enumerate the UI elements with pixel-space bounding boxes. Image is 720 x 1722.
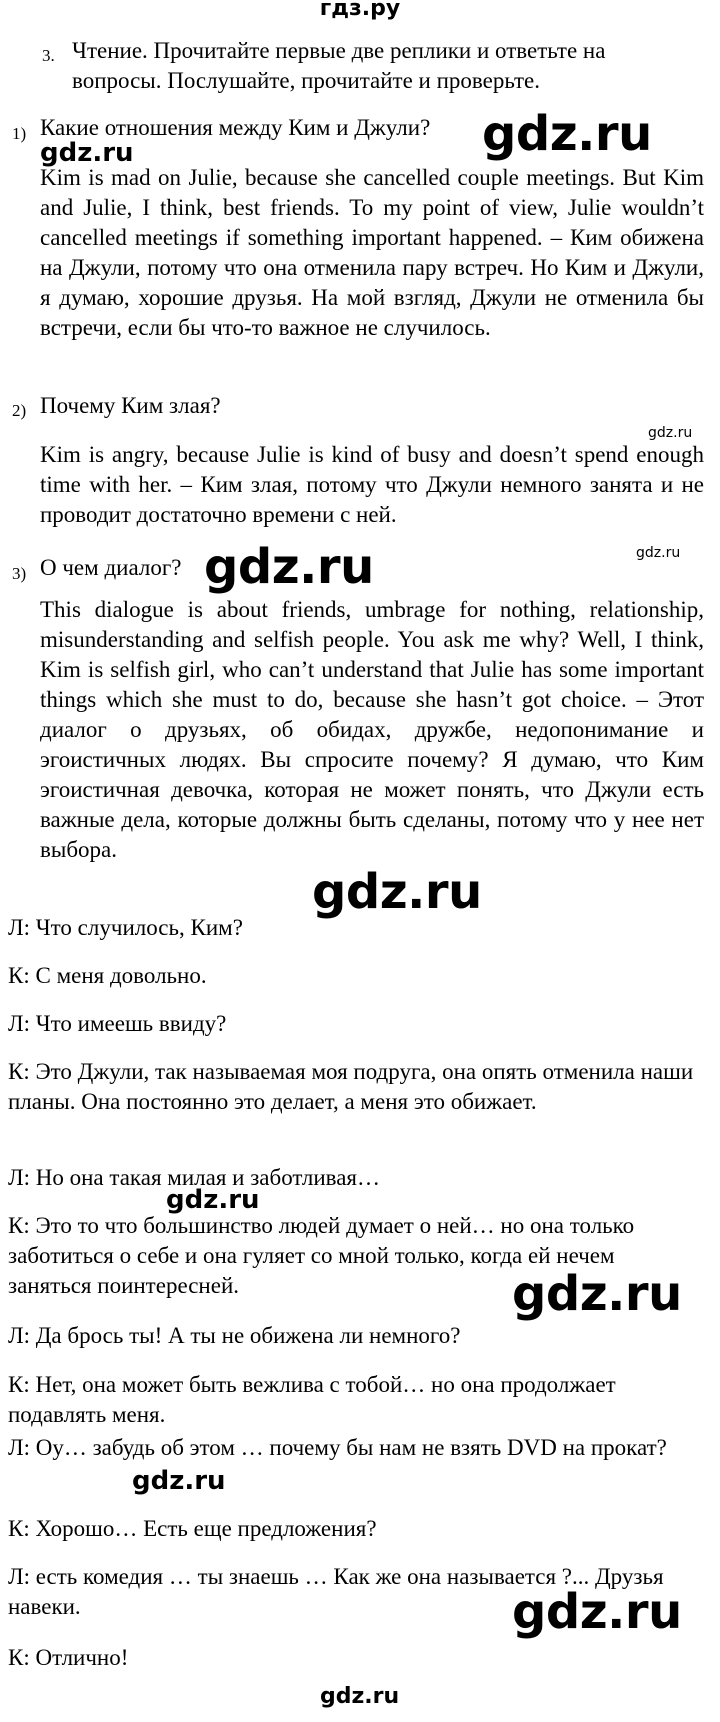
page-header: гдз.ру bbox=[319, 0, 401, 21]
watermark: gdz.ru bbox=[482, 106, 652, 162]
dialogue-line-9: Л: Оу… забудь об этом … почему бы нам не взять DVD на прокат? bbox=[8, 1435, 667, 1460]
question-1-text: Какие отношения между Ким и Джули? bbox=[40, 115, 431, 140]
dialogue-line-8: К: Нет, она может быть вежлива с тобой… но она продолжает подавлять меня. bbox=[8, 1372, 616, 1427]
watermark: gdz.ru bbox=[166, 1185, 260, 1215]
answer-1-text: Kim is mad on Julie, because she cancelled couple meetings. But Kim and Julie, I think, best friends. To my point of view, Julie wouldn’t cancelled meetings if something important happened. – Ким обижена на Джули, потому что она отменила пару встреч. Но Ким и Джули, я думаю, хорошие друзья. На мой взгляд, Джули не отменила бы встречи, если бы что-то важное не случилось. bbox=[40, 165, 704, 340]
watermark: gdz.ru bbox=[320, 1684, 400, 1709]
question-2-number: 2) bbox=[12, 401, 27, 420]
watermark: gdz.ru bbox=[132, 1466, 226, 1496]
dialogue-line-5: Л: Но она такая милая и заботливая… bbox=[8, 1165, 381, 1190]
task-text: Чтение. Прочитайте первые две реплики и ответьте на вопросы. Послушайте, прочитайте и проверьте. bbox=[72, 38, 606, 93]
question-3-text: О чем диалог? bbox=[40, 555, 182, 580]
watermark: gdz.ru bbox=[512, 1266, 682, 1322]
watermark: gdz.ru bbox=[648, 425, 693, 441]
answer-3-text: This dialogue is about friends, umbrage for nothing, relationship, misunderstanding and selfish people. You ask me why? Well, I think, Kim is selfish girl, who can’t understand that Julie has some important things which she must to do, because she hasn’t got choice. – Этот диалог о друзьях, об обидах, дружбе, недопонимание и эгоистичных людях. Вы спросите почему? Я думаю, что Ким эгоистичная девочка, которая не может понять, что Джули есть важные дела, которые должны быть сделаны, потому что у нее нет выбора. bbox=[40, 597, 704, 862]
question-1-number: 1) bbox=[12, 124, 27, 143]
watermark: gdz.ru bbox=[636, 545, 681, 561]
answer-2-text: Kim is angry, because Julie is kind of busy and doesn’t spend enough time with her. – Ким злая, потому что Джули немного занята и не проводит достаточно времени с ней. bbox=[40, 442, 704, 527]
watermark: gdz.ru bbox=[204, 539, 374, 595]
task-number: 3. bbox=[42, 46, 55, 65]
dialogue-line-11: Л: есть комедия … ты знаешь … Как же она называется ?... Друзья навеки. bbox=[8, 1564, 664, 1619]
question-3-number: 3) bbox=[12, 564, 27, 583]
question-2-text: Почему Ким злая? bbox=[40, 393, 221, 418]
watermark: gdz.ru bbox=[312, 864, 482, 920]
dialogue-line-3: Л: Что имеешь ввиду? bbox=[8, 1011, 227, 1036]
dialogue-line-12: К: Отлично! bbox=[8, 1645, 129, 1670]
watermark: gdz.ru bbox=[40, 138, 134, 168]
watermark: gdz.ru bbox=[512, 1584, 682, 1640]
dialogue-line-1: Л: Что случилось, Ким? bbox=[8, 915, 243, 940]
dialogue-line-6: К: Это то что большинство людей думает о ней… но она только заботиться о себе и она гуляет со мной только, когда ей нечем заняться поинтересней. bbox=[8, 1213, 635, 1298]
dialogue-line-7: Л: Да брось ты! А ты не обижена ли немного? bbox=[8, 1323, 461, 1348]
dialogue-line-2: К: С меня довольно. bbox=[8, 963, 207, 988]
dialogue-line-4: К: Это Джули, так называемая моя подруга, она опять отменила наши планы. Она постоянно это делает, а меня это обижает. bbox=[8, 1059, 694, 1114]
dialogue-line-10: К: Хорошо… Есть еще предложения? bbox=[8, 1516, 377, 1541]
